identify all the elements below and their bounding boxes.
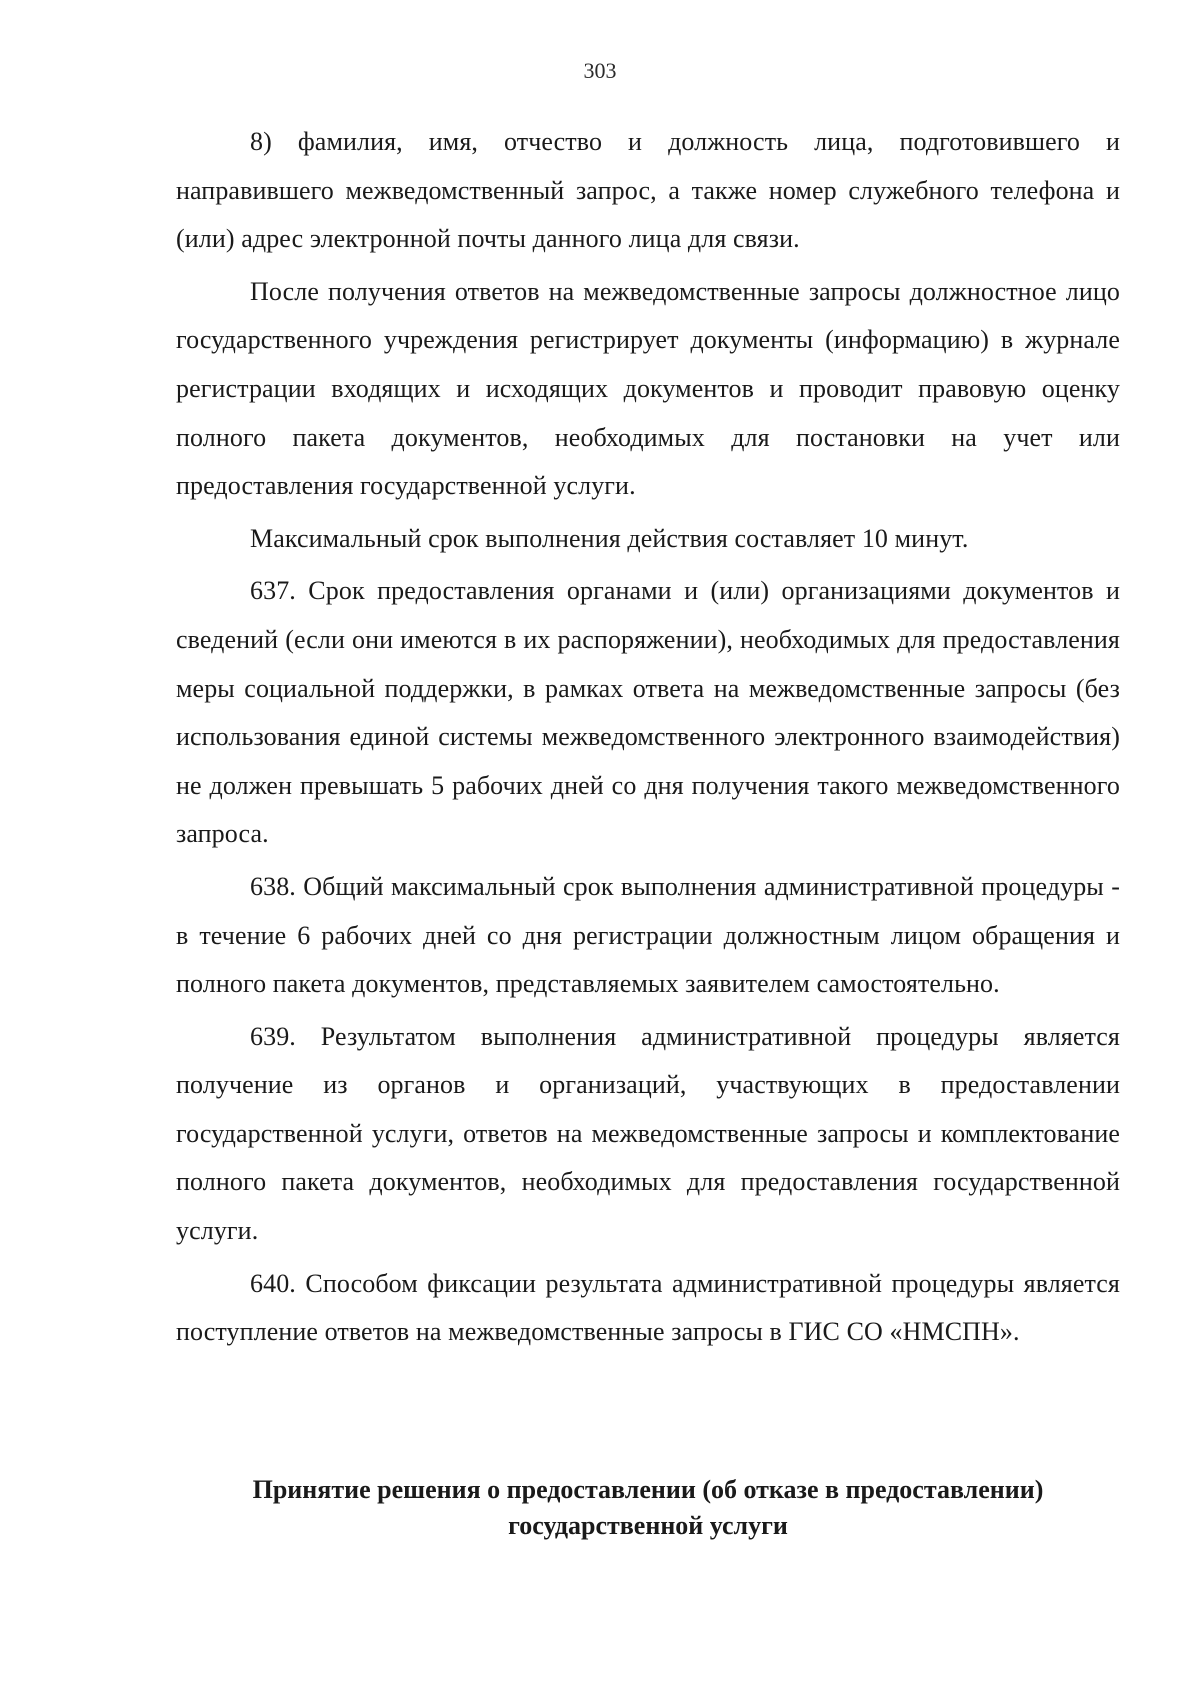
paragraph-639: 639. Результатом выполнения административной процедуры является получение из органов и организаций, участвующих в предоставлении государственной услуги, ответов на межведомственные запросы и комплектование полного пакета документов, необходимых для предоставления государственной услуги. [176, 1021, 1120, 1246]
section-heading-line-1: Принятие решения о предоставлении (об отказе в предоставлении) [252, 1475, 1044, 1504]
section-heading-line-2: государственной услуги [508, 1511, 788, 1540]
paragraph-638: 638. Общий максимальный срок выполнения административной процедуры - в течение 6 рабочих дней со дня регистрации должностным лицом обращения и полного пакета документов, представляемых заявителем самостоятельно. [176, 871, 1120, 999]
paragraph-637: 637. Срок предоставления органами и (или) организациями документов и сведений (если они имеются в их распоряжении), необходимых для предоставления меры социальной поддержки, в рамках ответа на межведомственные запросы (без использования единой системы межведомственного электронного взаимодействия) не должен превышать 5 рабочих дней со дня получения такого межведомственного запроса. [176, 576, 1120, 849]
paragraph-640: 640. Способом фиксации результата административной процедуры является поступление ответов на межведомственные запросы в ГИС СО «НМСПН». [176, 1268, 1120, 1347]
page-number: 303 [583, 58, 617, 83]
document-body [176, 118, 1120, 1361]
paragraph-item-8: 8) фамилия, имя, отчество и должность лица, подготовившего и направившего межведомственный запрос, а также номер служебного телефона и (или) адрес электронной почты данного лица для связи. [176, 127, 1120, 254]
section-heading [176, 1472, 1120, 1544]
paragraph-max-time: Максимальный срок выполнения действия составляет 10 минут. [250, 523, 969, 553]
paragraph-after-responses: После получения ответов на межведомственные запросы должностное лицо государственного учреждения регистрирует документы (информацию) в журнале регистрации входящих и исходящих документов и проводит правовую оценку полного пакета документов, необходимых для постановки на учет или предоставления государственной услуги. [176, 276, 1120, 501]
